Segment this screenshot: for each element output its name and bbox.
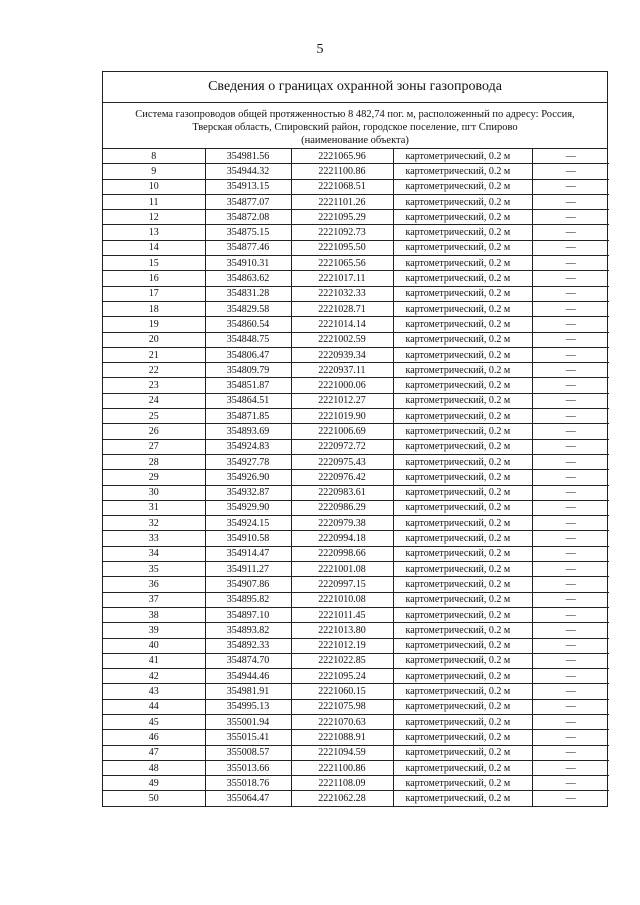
- table-row: [103, 332, 609, 347]
- description-cell: —: [532, 592, 609, 607]
- description-cell: —: [532, 470, 609, 485]
- table-row: [103, 546, 609, 561]
- method-accuracy-cell: картометрический, 0.2 м: [393, 194, 532, 209]
- point-number-cell: 25: [103, 409, 205, 424]
- y-coordinate-cell: 2220998.66: [291, 546, 393, 561]
- document-sheet: [102, 71, 608, 807]
- point-number-cell: 49: [103, 776, 205, 791]
- method-accuracy-cell: картометрический, 0.2 м: [393, 607, 532, 622]
- x-coordinate-cell: 354877.46: [205, 240, 291, 255]
- y-coordinate-cell: 2220979.38: [291, 516, 393, 531]
- method-accuracy-cell: картометрический, 0.2 м: [393, 454, 532, 469]
- table-row: [103, 409, 609, 424]
- table-row: [103, 776, 609, 791]
- table-row: [103, 393, 609, 408]
- table-row: [103, 225, 609, 240]
- y-coordinate-cell: 2220937.11: [291, 363, 393, 378]
- point-number-cell: 34: [103, 546, 205, 561]
- method-accuracy-cell: картометрический, 0.2 м: [393, 516, 532, 531]
- x-coordinate-cell: 354914.47: [205, 546, 291, 561]
- x-coordinate-cell: 354895.82: [205, 592, 291, 607]
- description-cell: —: [532, 776, 609, 791]
- table-row: [103, 607, 609, 622]
- x-coordinate-cell: 354851.87: [205, 378, 291, 393]
- point-number-cell: 23: [103, 378, 205, 393]
- table-row: [103, 194, 609, 209]
- table-row: [103, 562, 609, 577]
- y-coordinate-cell: 2221014.14: [291, 317, 393, 332]
- x-coordinate-cell: 354877.07: [205, 194, 291, 209]
- point-number-cell: 14: [103, 240, 205, 255]
- x-coordinate-cell: 354932.87: [205, 485, 291, 500]
- description-cell: —: [532, 500, 609, 515]
- y-coordinate-cell: 2220939.34: [291, 347, 393, 362]
- table-row: [103, 760, 609, 775]
- description-line-2: Тверская область, Спировский район, городское поселение, пгт Спирово: [192, 122, 518, 133]
- y-coordinate-cell: 2220976.42: [291, 470, 393, 485]
- method-accuracy-cell: картометрический, 0.2 м: [393, 638, 532, 653]
- table-row: [103, 439, 609, 454]
- y-coordinate-cell: 2221019.90: [291, 409, 393, 424]
- y-coordinate-cell: 2220986.29: [291, 500, 393, 515]
- description-cell: —: [532, 240, 609, 255]
- point-number-cell: 15: [103, 256, 205, 271]
- method-accuracy-cell: картометрический, 0.2 м: [393, 760, 532, 775]
- y-coordinate-cell: 2221070.63: [291, 714, 393, 729]
- method-accuracy-cell: картометрический, 0.2 м: [393, 347, 532, 362]
- table-row: [103, 531, 609, 546]
- table-row: [103, 210, 609, 225]
- description-cell: —: [532, 638, 609, 653]
- method-accuracy-cell: картометрический, 0.2 м: [393, 684, 532, 699]
- method-accuracy-cell: картометрический, 0.2 м: [393, 240, 532, 255]
- description-cell: —: [532, 149, 609, 164]
- method-accuracy-cell: картометрический, 0.2 м: [393, 332, 532, 347]
- method-accuracy-cell: картометрический, 0.2 м: [393, 179, 532, 194]
- method-accuracy-cell: картометрический, 0.2 м: [393, 592, 532, 607]
- y-coordinate-cell: 2220983.61: [291, 485, 393, 500]
- x-coordinate-cell: 354981.56: [205, 149, 291, 164]
- description-cell: —: [532, 745, 609, 760]
- description-cell: —: [532, 684, 609, 699]
- table-row: [103, 256, 609, 271]
- method-accuracy-cell: картометрический, 0.2 м: [393, 149, 532, 164]
- x-coordinate-cell: 354907.86: [205, 577, 291, 592]
- x-coordinate-cell: 355001.94: [205, 714, 291, 729]
- point-number-cell: 47: [103, 745, 205, 760]
- table-row: [103, 470, 609, 485]
- y-coordinate-cell: 2221100.86: [291, 164, 393, 179]
- method-accuracy-cell: картометрический, 0.2 м: [393, 393, 532, 408]
- x-coordinate-cell: 354831.28: [205, 286, 291, 301]
- table-row: [103, 164, 609, 179]
- method-accuracy-cell: картометрический, 0.2 м: [393, 256, 532, 271]
- x-coordinate-cell: 354893.82: [205, 623, 291, 638]
- method-accuracy-cell: картометрический, 0.2 м: [393, 653, 532, 668]
- method-accuracy-cell: картометрический, 0.2 м: [393, 546, 532, 561]
- x-coordinate-cell: 354927.78: [205, 454, 291, 469]
- x-coordinate-cell: 354864.51: [205, 393, 291, 408]
- description-cell: —: [532, 256, 609, 271]
- table-row: [103, 577, 609, 592]
- description-cell: —: [532, 546, 609, 561]
- x-coordinate-cell: 354911.27: [205, 562, 291, 577]
- point-number-cell: 33: [103, 531, 205, 546]
- y-coordinate-cell: 2221012.19: [291, 638, 393, 653]
- point-number-cell: 30: [103, 485, 205, 500]
- table-row: [103, 485, 609, 500]
- point-number-cell: 26: [103, 424, 205, 439]
- description-cell: —: [532, 714, 609, 729]
- point-number-cell: 45: [103, 714, 205, 729]
- x-coordinate-cell: 354910.58: [205, 531, 291, 546]
- point-number-cell: 37: [103, 592, 205, 607]
- x-coordinate-cell: 354944.32: [205, 164, 291, 179]
- x-coordinate-cell: 354863.62: [205, 271, 291, 286]
- method-accuracy-cell: картометрический, 0.2 м: [393, 164, 532, 179]
- description-cell: —: [532, 439, 609, 454]
- method-accuracy-cell: картометрический, 0.2 м: [393, 286, 532, 301]
- table-row: [103, 791, 609, 806]
- description-cell: —: [532, 516, 609, 531]
- point-number-cell: 21: [103, 347, 205, 362]
- method-accuracy-cell: картометрический, 0.2 м: [393, 745, 532, 760]
- x-coordinate-cell: 354924.15: [205, 516, 291, 531]
- y-coordinate-cell: 2221001.08: [291, 562, 393, 577]
- x-coordinate-cell: 355064.47: [205, 791, 291, 806]
- method-accuracy-cell: картометрический, 0.2 м: [393, 363, 532, 378]
- x-coordinate-cell: 354944.46: [205, 669, 291, 684]
- table-row: [103, 317, 609, 332]
- method-accuracy-cell: картометрический, 0.2 м: [393, 424, 532, 439]
- y-coordinate-cell: 2220975.43: [291, 454, 393, 469]
- description-cell: —: [532, 363, 609, 378]
- description-cell: —: [532, 730, 609, 745]
- table-row: [103, 623, 609, 638]
- table-row: [103, 699, 609, 714]
- y-coordinate-cell: 2221022.85: [291, 653, 393, 668]
- method-accuracy-cell: картометрический, 0.2 м: [393, 562, 532, 577]
- description-cell: —: [532, 225, 609, 240]
- description-cell: —: [532, 562, 609, 577]
- point-number-cell: 17: [103, 286, 205, 301]
- description-cell: —: [532, 607, 609, 622]
- x-coordinate-cell: 355015.41: [205, 730, 291, 745]
- description-cell: —: [532, 485, 609, 500]
- method-accuracy-cell: картометрический, 0.2 м: [393, 577, 532, 592]
- point-number-cell: 24: [103, 393, 205, 408]
- y-coordinate-cell: 2221000.06: [291, 378, 393, 393]
- point-number-cell: 48: [103, 760, 205, 775]
- table-row: [103, 714, 609, 729]
- method-accuracy-cell: картометрический, 0.2 м: [393, 439, 532, 454]
- y-coordinate-cell: 2221060.15: [291, 684, 393, 699]
- description-cell: —: [532, 653, 609, 668]
- point-number-cell: 31: [103, 500, 205, 515]
- point-number-cell: 36: [103, 577, 205, 592]
- method-accuracy-cell: картометрический, 0.2 м: [393, 271, 532, 286]
- method-accuracy-cell: картометрический, 0.2 м: [393, 378, 532, 393]
- x-coordinate-cell: 354875.15: [205, 225, 291, 240]
- description-cell: —: [532, 669, 609, 684]
- description-cell: —: [532, 179, 609, 194]
- y-coordinate-cell: 2221100.86: [291, 760, 393, 775]
- object-description: [103, 103, 607, 149]
- y-coordinate-cell: 2221094.59: [291, 745, 393, 760]
- y-coordinate-cell: 2221065.96: [291, 149, 393, 164]
- method-accuracy-cell: картометрический, 0.2 м: [393, 301, 532, 316]
- x-coordinate-cell: 355013.66: [205, 760, 291, 775]
- method-accuracy-cell: картометрический, 0.2 м: [393, 623, 532, 638]
- table-row: [103, 454, 609, 469]
- description-line-1: Система газопроводов общей протяженностью 8 482,74 пог. м, расположенный по адресу: Россия,: [135, 109, 575, 120]
- x-coordinate-cell: 354924.83: [205, 439, 291, 454]
- y-coordinate-cell: 2221011.45: [291, 607, 393, 622]
- x-coordinate-cell: 354926.90: [205, 470, 291, 485]
- method-accuracy-cell: картометрический, 0.2 м: [393, 470, 532, 485]
- description-cell: —: [532, 409, 609, 424]
- description-cell: —: [532, 332, 609, 347]
- point-number-cell: 39: [103, 623, 205, 638]
- table-row: [103, 745, 609, 760]
- point-number-cell: 35: [103, 562, 205, 577]
- point-number-cell: 19: [103, 317, 205, 332]
- section-title: Сведения о границах охранной зоны газопровода: [103, 72, 607, 103]
- table-row: [103, 684, 609, 699]
- point-number-cell: 41: [103, 653, 205, 668]
- method-accuracy-cell: картометрический, 0.2 м: [393, 225, 532, 240]
- description-cell: —: [532, 454, 609, 469]
- y-coordinate-cell: 2221068.51: [291, 179, 393, 194]
- method-accuracy-cell: картометрический, 0.2 м: [393, 791, 532, 806]
- coordinates-table-body: [103, 149, 609, 806]
- table-row: [103, 301, 609, 316]
- point-number-cell: 10: [103, 179, 205, 194]
- y-coordinate-cell: 2221012.27: [291, 393, 393, 408]
- x-coordinate-cell: 355008.57: [205, 745, 291, 760]
- point-number-cell: 28: [103, 454, 205, 469]
- method-accuracy-cell: картометрический, 0.2 м: [393, 669, 532, 684]
- x-coordinate-cell: 354860.54: [205, 317, 291, 332]
- table-row: [103, 240, 609, 255]
- point-number-cell: 29: [103, 470, 205, 485]
- table-row: [103, 730, 609, 745]
- point-number-cell: 8: [103, 149, 205, 164]
- x-coordinate-cell: 354829.58: [205, 301, 291, 316]
- y-coordinate-cell: 2220994.18: [291, 531, 393, 546]
- x-coordinate-cell: 355018.76: [205, 776, 291, 791]
- table-row: [103, 653, 609, 668]
- method-accuracy-cell: картометрический, 0.2 м: [393, 699, 532, 714]
- y-coordinate-cell: 2221017.11: [291, 271, 393, 286]
- y-coordinate-cell: 2220997.15: [291, 577, 393, 592]
- table-row: [103, 179, 609, 194]
- method-accuracy-cell: картометрический, 0.2 м: [393, 714, 532, 729]
- point-number-cell: 11: [103, 194, 205, 209]
- y-coordinate-cell: 2221032.33: [291, 286, 393, 301]
- table-row: [103, 363, 609, 378]
- x-coordinate-cell: 354981.91: [205, 684, 291, 699]
- description-cell: —: [532, 164, 609, 179]
- description-cell: —: [532, 791, 609, 806]
- method-accuracy-cell: картометрический, 0.2 м: [393, 776, 532, 791]
- y-coordinate-cell: 2220972.72: [291, 439, 393, 454]
- point-number-cell: 38: [103, 607, 205, 622]
- method-accuracy-cell: картометрический, 0.2 м: [393, 730, 532, 745]
- description-cell: —: [532, 378, 609, 393]
- point-number-cell: 46: [103, 730, 205, 745]
- coordinates-table: [103, 149, 609, 806]
- y-coordinate-cell: 2221075.98: [291, 699, 393, 714]
- table-row: [103, 516, 609, 531]
- description-cell: —: [532, 271, 609, 286]
- method-accuracy-cell: картометрический, 0.2 м: [393, 500, 532, 515]
- description-cell: —: [532, 424, 609, 439]
- x-coordinate-cell: 354892.33: [205, 638, 291, 653]
- description-cell: —: [532, 699, 609, 714]
- page-number: 5: [316, 42, 324, 57]
- table-row: [103, 271, 609, 286]
- point-number-cell: 13: [103, 225, 205, 240]
- y-coordinate-cell: 2221095.24: [291, 669, 393, 684]
- y-coordinate-cell: 2221088.91: [291, 730, 393, 745]
- y-coordinate-cell: 2221065.56: [291, 256, 393, 271]
- x-coordinate-cell: 354893.69: [205, 424, 291, 439]
- x-coordinate-cell: 354806.47: [205, 347, 291, 362]
- y-coordinate-cell: 2221010.08: [291, 592, 393, 607]
- x-coordinate-cell: 354929.90: [205, 500, 291, 515]
- point-number-cell: 16: [103, 271, 205, 286]
- point-number-cell: 44: [103, 699, 205, 714]
- y-coordinate-cell: 2221006.69: [291, 424, 393, 439]
- y-coordinate-cell: 2221095.29: [291, 210, 393, 225]
- point-number-cell: 50: [103, 791, 205, 806]
- x-coordinate-cell: 354872.08: [205, 210, 291, 225]
- method-accuracy-cell: картометрический, 0.2 м: [393, 210, 532, 225]
- x-coordinate-cell: 354848.75: [205, 332, 291, 347]
- table-row: [103, 592, 609, 607]
- table-row: [103, 378, 609, 393]
- point-number-cell: 12: [103, 210, 205, 225]
- description-cell: —: [532, 577, 609, 592]
- point-number-cell: 42: [103, 669, 205, 684]
- y-coordinate-cell: 2221108.09: [291, 776, 393, 791]
- description-cell: —: [532, 210, 609, 225]
- method-accuracy-cell: картометрический, 0.2 м: [393, 317, 532, 332]
- y-coordinate-cell: 2221013.80: [291, 623, 393, 638]
- method-accuracy-cell: картометрический, 0.2 м: [393, 485, 532, 500]
- point-number-cell: 9: [103, 164, 205, 179]
- method-accuracy-cell: картометрический, 0.2 м: [393, 409, 532, 424]
- description-cell: —: [532, 194, 609, 209]
- point-number-cell: 40: [103, 638, 205, 653]
- x-coordinate-cell: 354809.79: [205, 363, 291, 378]
- description-cell: —: [532, 301, 609, 316]
- table-row: [103, 500, 609, 515]
- table-row: [103, 149, 609, 164]
- description-cell: —: [532, 286, 609, 301]
- table-row: [103, 424, 609, 439]
- y-coordinate-cell: 2221002.59: [291, 332, 393, 347]
- y-coordinate-cell: 2221062.28: [291, 791, 393, 806]
- description-cell: —: [532, 531, 609, 546]
- point-number-cell: 43: [103, 684, 205, 699]
- x-coordinate-cell: 354871.85: [205, 409, 291, 424]
- point-number-cell: 22: [103, 363, 205, 378]
- table-row: [103, 669, 609, 684]
- point-number-cell: 20: [103, 332, 205, 347]
- table-row: [103, 286, 609, 301]
- y-coordinate-cell: 2221028.71: [291, 301, 393, 316]
- description-cell: —: [532, 760, 609, 775]
- point-number-cell: 32: [103, 516, 205, 531]
- table-row: [103, 638, 609, 653]
- method-accuracy-cell: картометрический, 0.2 м: [393, 531, 532, 546]
- description-cell: —: [532, 347, 609, 362]
- y-coordinate-cell: 2221092.73: [291, 225, 393, 240]
- description-cell: —: [532, 393, 609, 408]
- y-coordinate-cell: 2221101.26: [291, 194, 393, 209]
- x-coordinate-cell: 354910.31: [205, 256, 291, 271]
- point-number-cell: 18: [103, 301, 205, 316]
- point-number-cell: 27: [103, 439, 205, 454]
- x-coordinate-cell: 354874.70: [205, 653, 291, 668]
- x-coordinate-cell: 354995.13: [205, 699, 291, 714]
- table-row: [103, 347, 609, 362]
- x-coordinate-cell: 354913.15: [205, 179, 291, 194]
- x-coordinate-cell: 354897.10: [205, 607, 291, 622]
- description-cell: —: [532, 623, 609, 638]
- y-coordinate-cell: 2221095.50: [291, 240, 393, 255]
- description-cell: —: [532, 317, 609, 332]
- description-line-3: (наименование объекта): [301, 135, 409, 146]
